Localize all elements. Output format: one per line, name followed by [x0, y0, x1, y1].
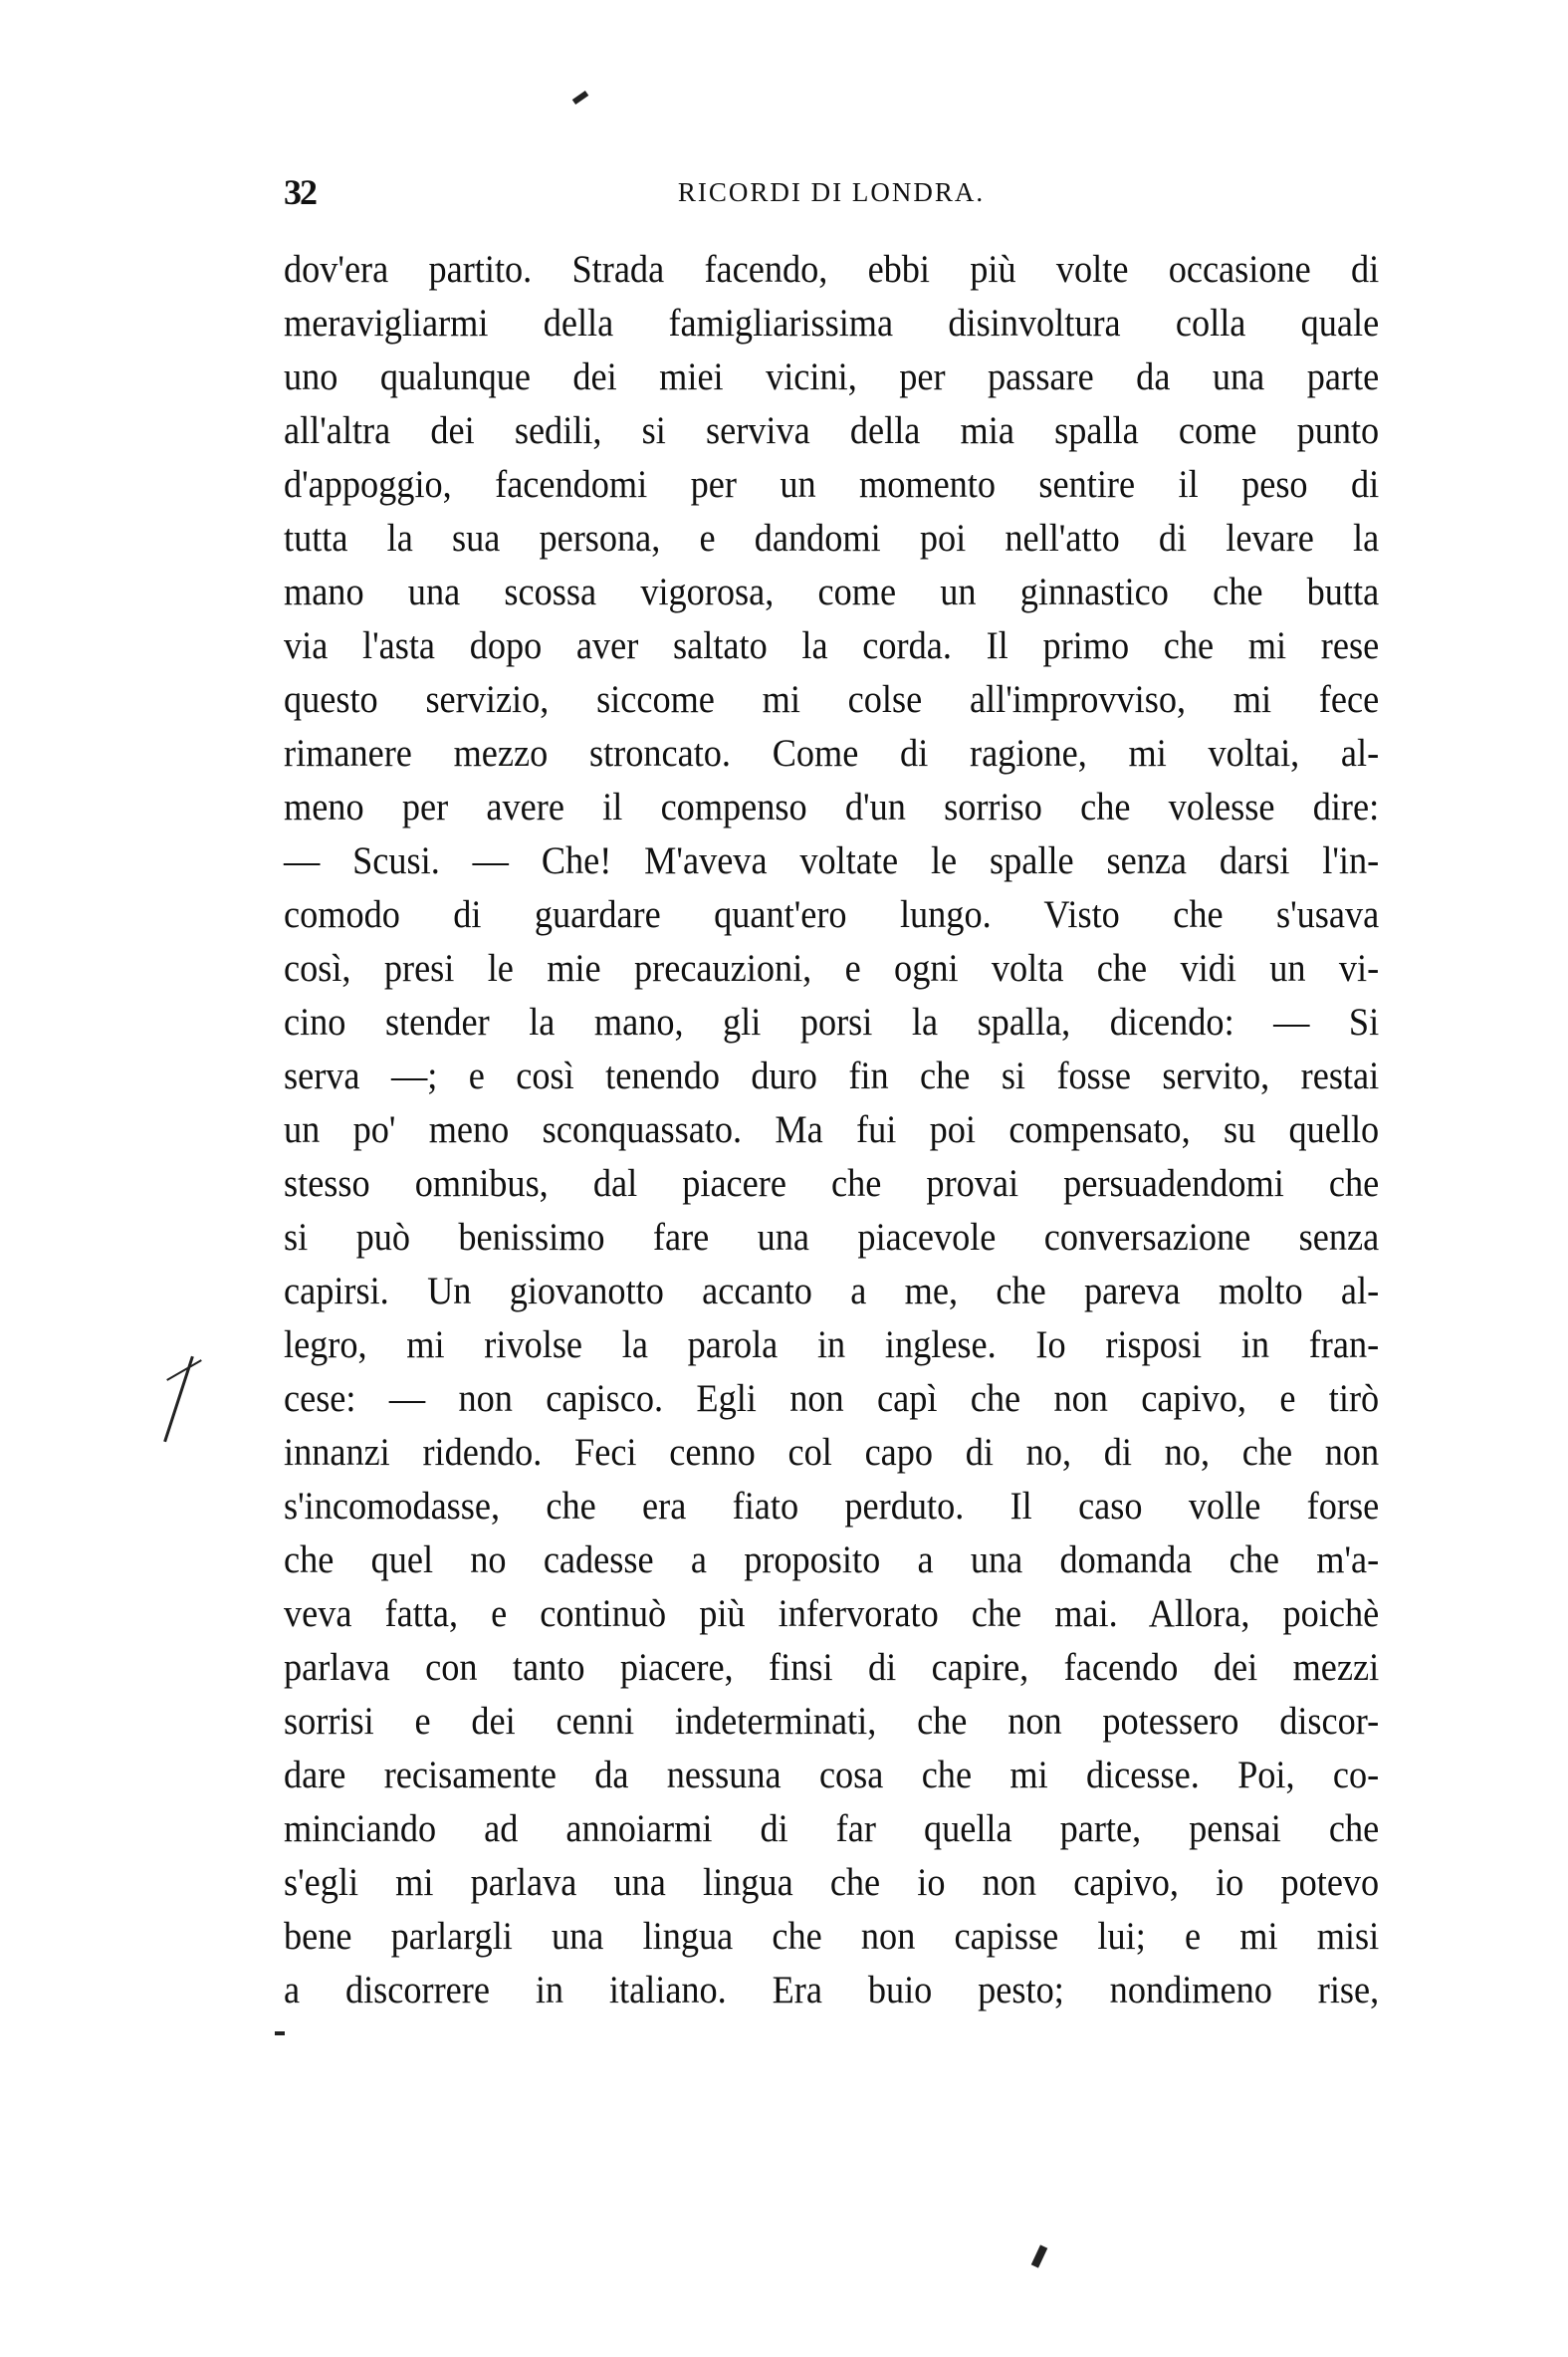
text-line: si può benissimo fare una piacevole conversazione senza	[284, 1216, 1380, 1259]
scan-speck	[572, 91, 589, 105]
text-line: — Scusi. — Che! M'aveva voltate le spalle senza darsi l'in-	[284, 839, 1380, 882]
text-line: s'incomodasse, che era fiato perduto. Il caso volle forse	[284, 1485, 1380, 1528]
text-line: rimanere mezzo stroncato. Come di ragione, mi voltai, al-	[284, 732, 1380, 775]
text-line: s'egli mi parlava una lingua che io non capivo, io potevo	[284, 1861, 1380, 1904]
text-line: legro, mi rivolse la parola in inglese. Io risposi in fran-	[284, 1323, 1380, 1366]
text-line: d'appoggio, facendomi per un momento sentire il peso di	[284, 463, 1380, 506]
text-line: uno qualunque dei miei vicini, per passare da una parte	[284, 355, 1380, 398]
text-line: così, presi le mie precauzioni, e ogni volta che vidi un vi-	[284, 947, 1380, 990]
text-line: meravigliarmi della famigliarissima disinvoltura colla quale	[284, 302, 1380, 345]
text-line: dov'era partito. Strada facendo, ebbi più volte occasione di	[284, 248, 1380, 291]
scan-speck	[275, 2031, 285, 2035]
text-line: all'altra dei sedili, si serviva della mia spalla come punto	[284, 409, 1380, 452]
text-line: a discorrere in italiano. Era buio pesto; nondimeno rise,	[284, 1969, 1380, 2011]
scan-speck	[1031, 2244, 1048, 2267]
margin-pen-mark	[163, 1356, 194, 1443]
text-line: sorrisi e dei cenni indeterminati, che non potessero discor-	[284, 1700, 1380, 1743]
text-line: via l'asta dopo aver saltato la corda. Il primo che mi rese	[284, 624, 1380, 667]
text-line: meno per avere il compenso d'un sorriso che volesse dire:	[284, 786, 1380, 828]
text-line: capirsi. Un giovanotto accanto a me, che pareva molto al-	[284, 1270, 1380, 1312]
running-title: RICORDI DI LONDRA.	[677, 177, 986, 207]
text-line: che quel no cadesse a proposito a una domanda che m'a-	[284, 1538, 1380, 1581]
text-line: stesso omnibus, dal piacere che provai persuadendomi che	[284, 1162, 1380, 1205]
text-line: questo servizio, siccome mi colse all'improvviso, mi fece	[284, 678, 1380, 721]
text-line: minciando ad annoiarmi di far quella parte, pensai che	[284, 1807, 1380, 1850]
text-line: cese: — non capisco. Egli non capì che non capivo, e tirò	[284, 1377, 1380, 1420]
text-line: bene parlargli una lingua che non capisse lui; e mi misi	[284, 1915, 1380, 1958]
text-line: parlava con tanto piacere, finsi di capire, facendo dei mezzi	[284, 1646, 1380, 1689]
text-line: serva —; e così tenendo duro fin che si fosse servito, restai	[284, 1055, 1380, 1097]
text-line: tutta la sua persona, e dandomi poi nell'atto di levare la	[284, 517, 1380, 560]
text-line: un po' meno sconquassato. Ma fui poi compensato, su quello	[284, 1108, 1380, 1151]
text-line: cino stender la mano, gli porsi la spalla, dicendo: — Si	[284, 1001, 1380, 1044]
text-line: dare recisamente da nessuna cosa che mi dicesse. Poi, co-	[284, 1754, 1380, 1796]
page-number: 32	[284, 172, 316, 212]
text-line: comodo di guardare quant'ero lungo. Visto che s'usava	[284, 893, 1380, 936]
body-text	[284, 243, 1379, 2017]
text-line: innanzi ridendo. Feci cenno col capo di no, di no, che non	[284, 1431, 1380, 1474]
text-line: veva fatta, e continuò più infervorato che mai. Allora, poichè	[284, 1592, 1380, 1635]
text-line: mano una scossa vigorosa, come un ginnastico che butta	[284, 571, 1380, 613]
